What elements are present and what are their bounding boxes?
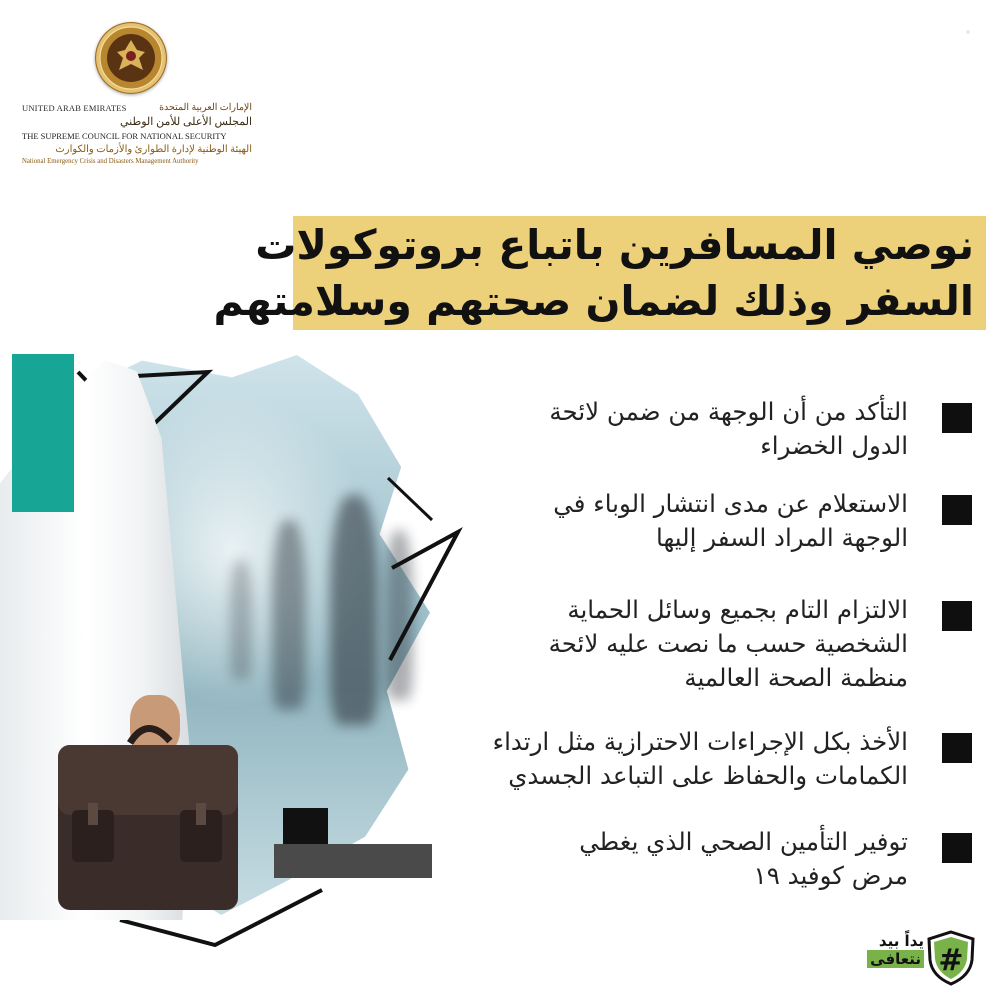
list-item-text bbox=[549, 395, 908, 463]
list-item-line: التأكد من أن الوجهة من ضمن لائحة bbox=[549, 397, 908, 426]
hashtag-symbol: # bbox=[938, 943, 964, 978]
list-item-line: الاستعلام عن مدى انتشار الوباء في bbox=[553, 489, 908, 518]
country-arabic: الإمارات العربية المتحدة bbox=[159, 103, 252, 113]
list-item-line: الكمامات والحفاظ على التباعد الجسدي bbox=[508, 761, 908, 790]
hashtag-line-1: يداً بيد bbox=[878, 932, 924, 950]
list-item-line: الأخذ بكل الإجراءات الاحترازية مثل ارتداء bbox=[492, 727, 908, 756]
list-item-line: الالتزام التام بجميع وسائل الحماية bbox=[567, 595, 908, 624]
org-country-line bbox=[22, 100, 252, 115]
headline-banner bbox=[213, 216, 986, 330]
authority-arabic: الهيئة الوطنية لإدارة الطوارئ والأزمات والكوارث bbox=[55, 144, 252, 155]
list-item-text bbox=[549, 593, 908, 695]
uae-emblem-logo bbox=[95, 22, 167, 94]
list-item-line: الشخصية حسب ما نصت عليه لائحة bbox=[548, 629, 908, 658]
authority-english: National Emergency Crisis and Disasters Management Authority bbox=[22, 158, 199, 165]
list-item-line: توفير التأمين الصحي الذي يغطي bbox=[579, 827, 908, 856]
bullet-square-icon bbox=[942, 403, 972, 433]
organisation-block bbox=[22, 100, 252, 170]
hashtag-campaign bbox=[866, 932, 924, 968]
list-item-line: مرض كوفيد ١٩ bbox=[753, 861, 908, 890]
bullet-square-icon bbox=[942, 601, 972, 631]
teal-accent-bar bbox=[12, 354, 74, 512]
council-english: THE SUPREME COUNCIL FOR NATIONAL SECURITY bbox=[22, 131, 227, 141]
falcon-emblem-icon bbox=[95, 22, 167, 94]
list-item-text bbox=[553, 487, 908, 555]
council-arabic: المجلس الأعلى للأمن الوطني bbox=[120, 116, 252, 128]
list-item-line: الدول الخضراء bbox=[760, 431, 908, 460]
decorative-dot bbox=[966, 30, 970, 34]
list-item-line: منظمة الصحة العالمية bbox=[684, 663, 908, 692]
grey-accent-bar bbox=[274, 844, 432, 878]
hashtag-line-2: نتعافى bbox=[867, 950, 924, 968]
list-item-text bbox=[493, 725, 908, 793]
list-item-text bbox=[579, 825, 908, 893]
blurred-person bbox=[330, 495, 378, 725]
briefcase-icon bbox=[52, 715, 247, 915]
headline-line-1: نوصي المسافرين باتباع بروتوكولات bbox=[255, 221, 974, 269]
bullet-square-icon bbox=[942, 733, 972, 763]
bullet-square-icon bbox=[942, 495, 972, 525]
list-item-line: الوجهة المراد السفر إليها bbox=[656, 523, 908, 552]
shield-icon bbox=[926, 930, 976, 986]
bullet-square-icon bbox=[942, 833, 972, 863]
country-english: UNITED ARAB EMIRATES bbox=[22, 102, 127, 113]
blurred-person bbox=[272, 520, 306, 710]
blurred-person bbox=[385, 530, 413, 700]
blurred-person bbox=[230, 560, 252, 680]
headline-line-2: السفر وذلك لضمان صحتهم وسلامتهم bbox=[213, 277, 974, 325]
